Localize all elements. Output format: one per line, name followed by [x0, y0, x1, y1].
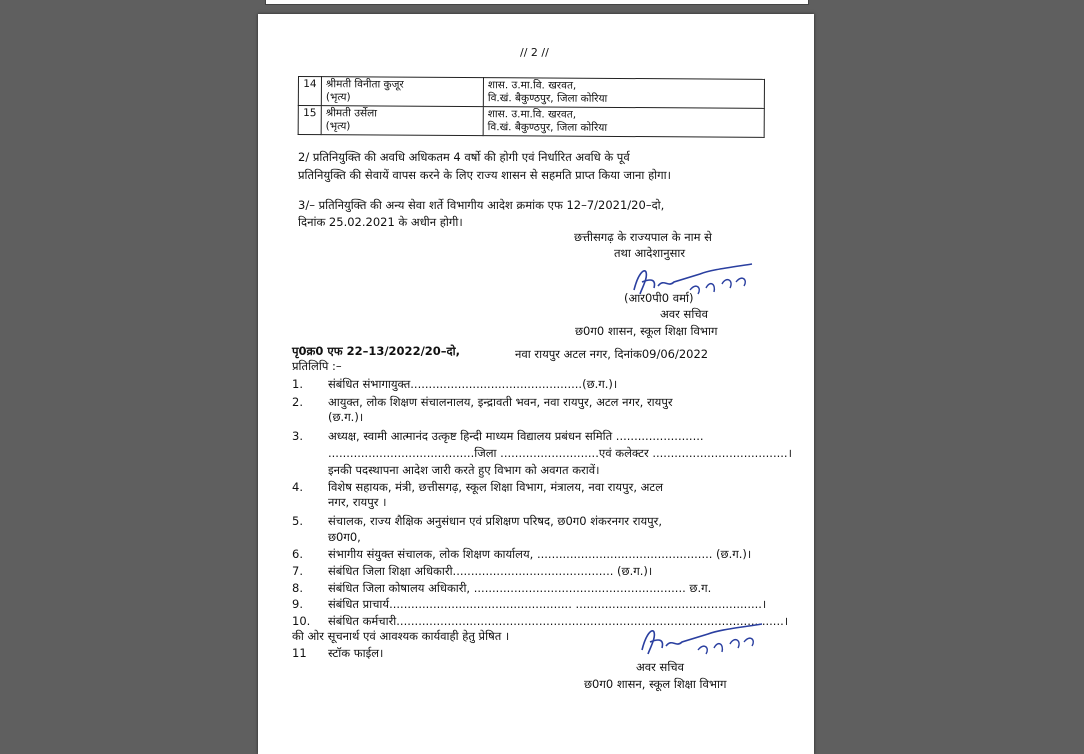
- signature-mark: [638, 620, 766, 660]
- list-item-number: 7.: [292, 564, 303, 578]
- posting-location: वि.खं. बैकुण्ठपुर, जिला कोरिया: [487, 121, 608, 134]
- list-item-number: 3.: [292, 429, 303, 443]
- page-number: // 2 //: [520, 46, 549, 59]
- employee-name: श्रीमती विनीता कुजूर: [325, 78, 404, 91]
- list-item: अध्यक्ष, स्वामी आत्मानंद उत्कृष्ट हिन्दी माध्यम विद्यालय प्रबंधन समिति ........................: [328, 429, 704, 443]
- list-item-number: 5.: [292, 514, 303, 528]
- list-item-number: 1.: [292, 377, 303, 391]
- list-item-continued: इनकी पदस्थापना आदेश जारी करते हुए विभाग को अवगत करावें।: [328, 463, 600, 477]
- employee-role: (भृत्य): [325, 91, 351, 104]
- order-line-1: छत्तीसगढ़ के राज्यपाल के नाम से: [574, 230, 712, 244]
- list-item-continued: छ0ग0,: [328, 530, 361, 544]
- employee-role: (भृत्य): [325, 120, 351, 133]
- reference-number: पृ0क्र0 एफ 22–13/2022/20–दो,: [292, 344, 460, 358]
- list-item-continued: ........................................जिला ...........................एवं कलेक्टर .....................................।: [328, 446, 792, 460]
- list-item-continued: (छ.ग.)।: [328, 410, 364, 424]
- posting-cell: [483, 107, 764, 138]
- signatory-title: अवर सचिव: [660, 307, 708, 321]
- list-item: संबंधित संभागायुक्त...............................................(छ.ग.)।: [328, 377, 618, 391]
- clause-2-line-1: 2/ प्रतिनियुक्ति की अवधि अधिकतम 4 वर्षो की होगी एवं निर्धारित अवधि के पूर्व: [298, 150, 630, 164]
- clause-3-line-1: 3/– प्रतिनियुक्ति की अन्य सेवा शर्ते विभागीय आदेश क्रमांक एफ 12–7/2021/20–दो,: [298, 198, 665, 212]
- posting-location: वि.खं. बैकुण्ठपुर, जिला कोरिया: [487, 92, 608, 105]
- list-item-number: 9.: [292, 597, 303, 611]
- list-item: आयुक्त, लोक शिक्षण संचालनालय, इन्द्रावती भवन, नवा रायपुर, अटल नगर, रायपुर: [328, 395, 673, 409]
- list-item-number: 2.: [292, 395, 303, 409]
- clause-3-line-2: दिनांक 25.02.2021 के अधीन होगी।: [298, 215, 463, 229]
- document-page: [258, 14, 814, 754]
- table-row: [298, 106, 764, 138]
- table-row: [298, 77, 764, 109]
- footer-signatory-department: छ0ग0 शासन, स्कूल शिक्षा विभाग: [584, 677, 727, 691]
- clause-2-line-2: प्रतिनियुक्ति की सेवायें वापस करने के लिए राज्य शासन से सहमति प्राप्त किया जाना होगा।: [298, 168, 671, 182]
- signatory-name: (आर0पी0 वर्मा): [624, 291, 694, 305]
- list-item-number: 8.: [292, 581, 303, 595]
- posting-school: शास. उ.मा.वि. खरवत,: [487, 79, 577, 92]
- list-item: स्टॉक फाईल।: [328, 646, 384, 660]
- signatory-department: छ0ग0 शासन, स्कूल शिक्षा विभाग: [575, 324, 718, 338]
- list-item: संबंधित जिला शिक्षा अधिकारी............................................ (छ.ग.)।: [328, 564, 653, 578]
- list-item: संचालक, राज्य शैक्षिक अनुसंधान एवं प्रशिक्षण परिषद, छ0ग0 शंकरनगर रायपुर,: [328, 514, 663, 528]
- order-line-2: तथा आदेशानुसार: [614, 246, 686, 260]
- previous-page-edge: [265, 0, 809, 5]
- employee-cell: [321, 77, 483, 107]
- list-item: संबंधित कर्मचारी..........................................................................................................।: [328, 614, 789, 628]
- staff-table: [298, 76, 765, 138]
- reference-place-date: नवा रायपुर अटल नगर, दिनांक09/06/2022: [515, 347, 709, 361]
- employee-cell: [321, 106, 483, 136]
- forward-text: की ओर सूचनार्थ एवं आवश्यक कार्यवाही हेतु प्रेषित ।: [292, 629, 510, 643]
- list-item-number: 11: [292, 646, 307, 660]
- list-item: संभागीय संयुक्त संचालक, लोक शिक्षण कार्यालय, ................................................ (छ.ग.)।: [328, 547, 752, 561]
- list-item-number: 4.: [292, 480, 303, 494]
- row-number: 15: [298, 106, 321, 135]
- copy-heading: प्रतिलिपि :–: [292, 359, 342, 373]
- list-item-continued: नगर, रायपुर ।: [328, 495, 387, 509]
- list-item: विशेष सहायक, मंत्री, छत्तीसगढ़, स्कूल शिक्षा विभाग, मंत्रालय, नवा रायपुर, अटल: [328, 480, 664, 494]
- list-item-number: 6.: [292, 547, 303, 561]
- list-item-number: 10.: [292, 614, 311, 628]
- list-item: संबंधित प्राचार्य.................................................. ...................................................।: [328, 597, 767, 611]
- list-item: संबंधित जिला कोषालय अधिकारी, .......................................................... छ.ग.: [328, 581, 712, 595]
- posting-cell: [483, 78, 764, 109]
- footer-signatory-title: अवर सचिव: [636, 660, 684, 674]
- row-number: 14: [298, 77, 321, 106]
- posting-school: शास. उ.मा.वि. खरवत,: [487, 108, 577, 121]
- employee-name: श्रीमती उर्सेला: [325, 107, 377, 120]
